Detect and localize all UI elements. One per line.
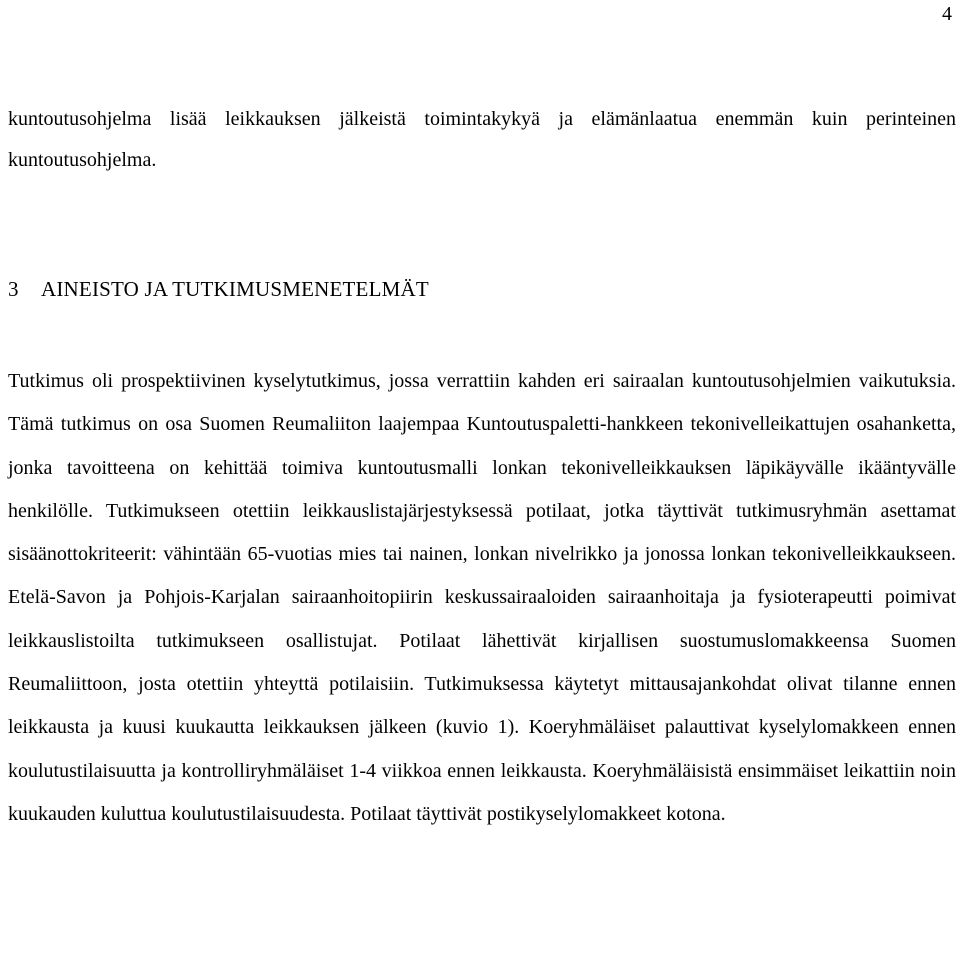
- section-number: 3: [8, 277, 19, 301]
- section-heading: [8, 274, 429, 304]
- intro-paragraph: kuntoutusohjelma lisää leikkauksen jälkeistä toimintakykyä ja elämänlaatua enemmän kuin perinteinen kuntoutusohjelma.: [8, 108, 956, 171]
- section-title: AINEISTO JA TUTKIMUSMENETELMÄT: [41, 277, 429, 301]
- main-paragraph: Tutkimus oli prospektiivinen kyselytutkimus, jossa verrattiin kahden eri sairaalan kuntoutusohjelmien vaikutuksia. Tämä tutkimus on osa Suomen Reumaliiton laajempaa Kuntoutuspaletti-hankkeen tekonivelleikattujen osahanketta, jonka tavoitteena on kehittää toimiva kuntoutusmalli lonkan tekonivelleikkauksen läpikäyvälle ikääntyvälle henkilölle. Tutkimukseen otettiin leikkauslistajärjestyksessä potilaat, jotka täyttivät tutkimusryhmän asettamat sisäänottokriteerit: vähintään 65-vuotias mies tai nainen, lonkan nivelrikko ja jonossa lonkan tekonivelleikkaukseen. Etelä-Savon ja Pohjois-Karjalan sairaanhoitopiirin keskussairaaloiden sairaanhoitaja ja fysioterapeutti poimivat leikkauslistoilta tutkimukseen osallistujat. Potilaat lähettivät kirjallisen suostumuslomakkeensa Suomen Reumaliittoon, josta otettiin yhteyttä potilaisiin. Tutkimuksessa käytetyt mittausajankohdat olivat tilanne ennen leikkausta ja kuusi kuukautta leikkauksen jälkeen (kuvio 1). Koeryhmäläiset palauttivat kyselylomakkeen ennen koulutustilaisuutta ja kontrolliryhmäläiset 1-4 viikkoa ennen leikkausta. Koeryhmäläisistä ensimmäiset leikattiin noin kuukauden kuluttua koulutustilaisuudesta. Potilaat täyttivät postikyselylomakkeet kotona.: [8, 370, 956, 825]
- page-number: 4: [942, 3, 952, 25]
